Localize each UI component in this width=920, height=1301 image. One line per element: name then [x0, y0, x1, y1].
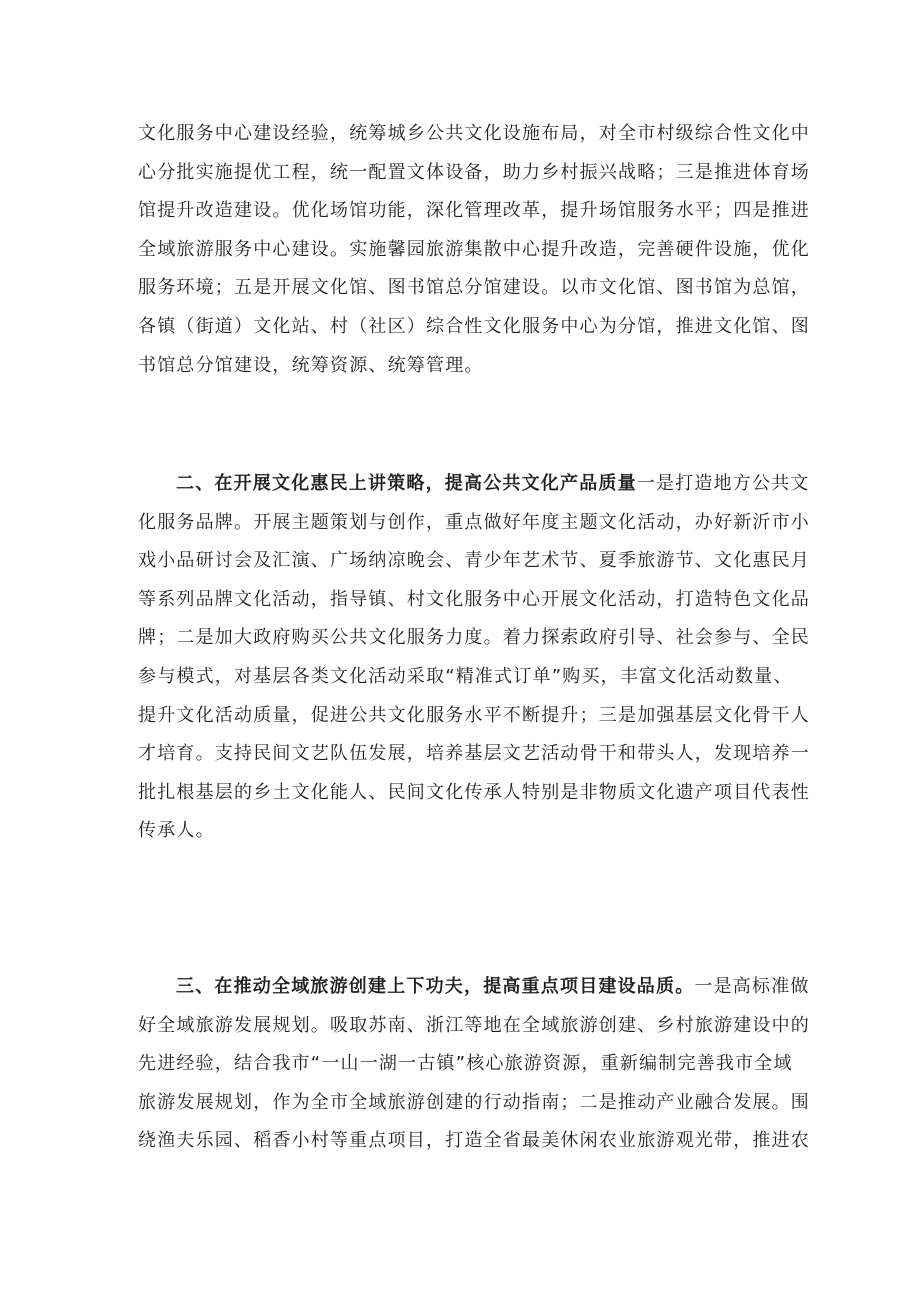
text-line: 书馆总分馆建设，统筹资源、统筹管理。	[138, 354, 484, 376]
text-line: 批扎根基层的乡土文化能人、民间文化传承人特别是非物质文化遗产项目代表性	[138, 781, 810, 803]
text-line: 心分批实施提优工程，统一配置文体设备，助力乡村振兴战略；三是推进体育场	[138, 161, 810, 183]
text-line: 牌；二是加大政府购买公共文化服务力度。着力探索政府引导、社会参与、全民	[138, 627, 810, 649]
paragraph-section-three	[138, 968, 810, 1161]
first-line-text: 一是打造地方公共文	[636, 473, 810, 494]
text-line: 旅游发展规划，作为全市全域旅游创建的行动指南；二是推动产业融合发展。围	[138, 1091, 810, 1113]
text-line: 馆提升改造建设。优化场馆功能，深化管理改革，提升场馆服务水平；四是推进	[138, 200, 810, 222]
paragraph-section-two	[138, 465, 810, 851]
text-line: 参与模式，对基层各类文化活动采取“精准式订单”购买，丰富文化活动数量、	[138, 665, 793, 687]
first-line-text: 一是高标准做	[694, 976, 810, 997]
text-line: 文化服务中心建设经验，统筹城乡公共文化设施布局，对全市村级综合性文化中	[138, 123, 810, 144]
text-line: 服务环境；五是开展文化馆、图书馆总分馆建设。以市文化馆、图书馆为总馆，	[138, 277, 810, 299]
section-heading: 二、在开展文化惠民上讲策略，提高公共文化产品质量	[176, 473, 637, 494]
text-line: 化服务品牌。开展主题策划与创作，重点做好年度主题文化活动，办好新沂市小	[138, 511, 810, 533]
first-line	[138, 968, 810, 1007]
text-line: 绕渔夫乐园、稻香小村等重点项目，打造全省最美休闲农业旅游观光带，推进农	[138, 1130, 810, 1152]
text-line: 提升文化活动质量，促进公共文化服务水平不断提升；三是加强基层文化骨干人	[138, 704, 810, 726]
text-line: 传承人。	[138, 820, 215, 842]
text-line: 戏小品研讨会及汇演、广场纳凉晚会、青少年艺术节、夏季旅游节、文化惠民月	[138, 550, 810, 572]
text-line: 等系列品牌文化活动，指导镇、村文化服务中心开展文化活动，打造特色文化品	[138, 588, 810, 610]
text-line: 好全域旅游发展规划。吸取苏南、浙江等地在全域旅游创建、乡村旅游建设中的	[138, 1014, 810, 1036]
section-heading: 三、在推动全域旅游创建上下功夫，提高重点项目建设品质。	[176, 976, 695, 997]
text-line: 全域旅游服务中心建设。实施馨园旅游集散中心提升改造，完善硬件设施，优化	[138, 238, 810, 260]
text-line: 才培育。支持民间文艺队伍发展，培养基层文艺活动骨干和带头人，发现培养一	[138, 743, 810, 765]
text-line: 先进经验，结合我市“一山一湖一古镇”核心旅游资源，重新编制完善我市全域	[138, 1053, 793, 1075]
text-line: 各镇（街道）文化站、村（社区）综合性文化服务中心为分馆，推进文化馆、图	[138, 315, 810, 337]
first-line	[138, 465, 810, 504]
paragraph-continuation	[138, 115, 810, 385]
